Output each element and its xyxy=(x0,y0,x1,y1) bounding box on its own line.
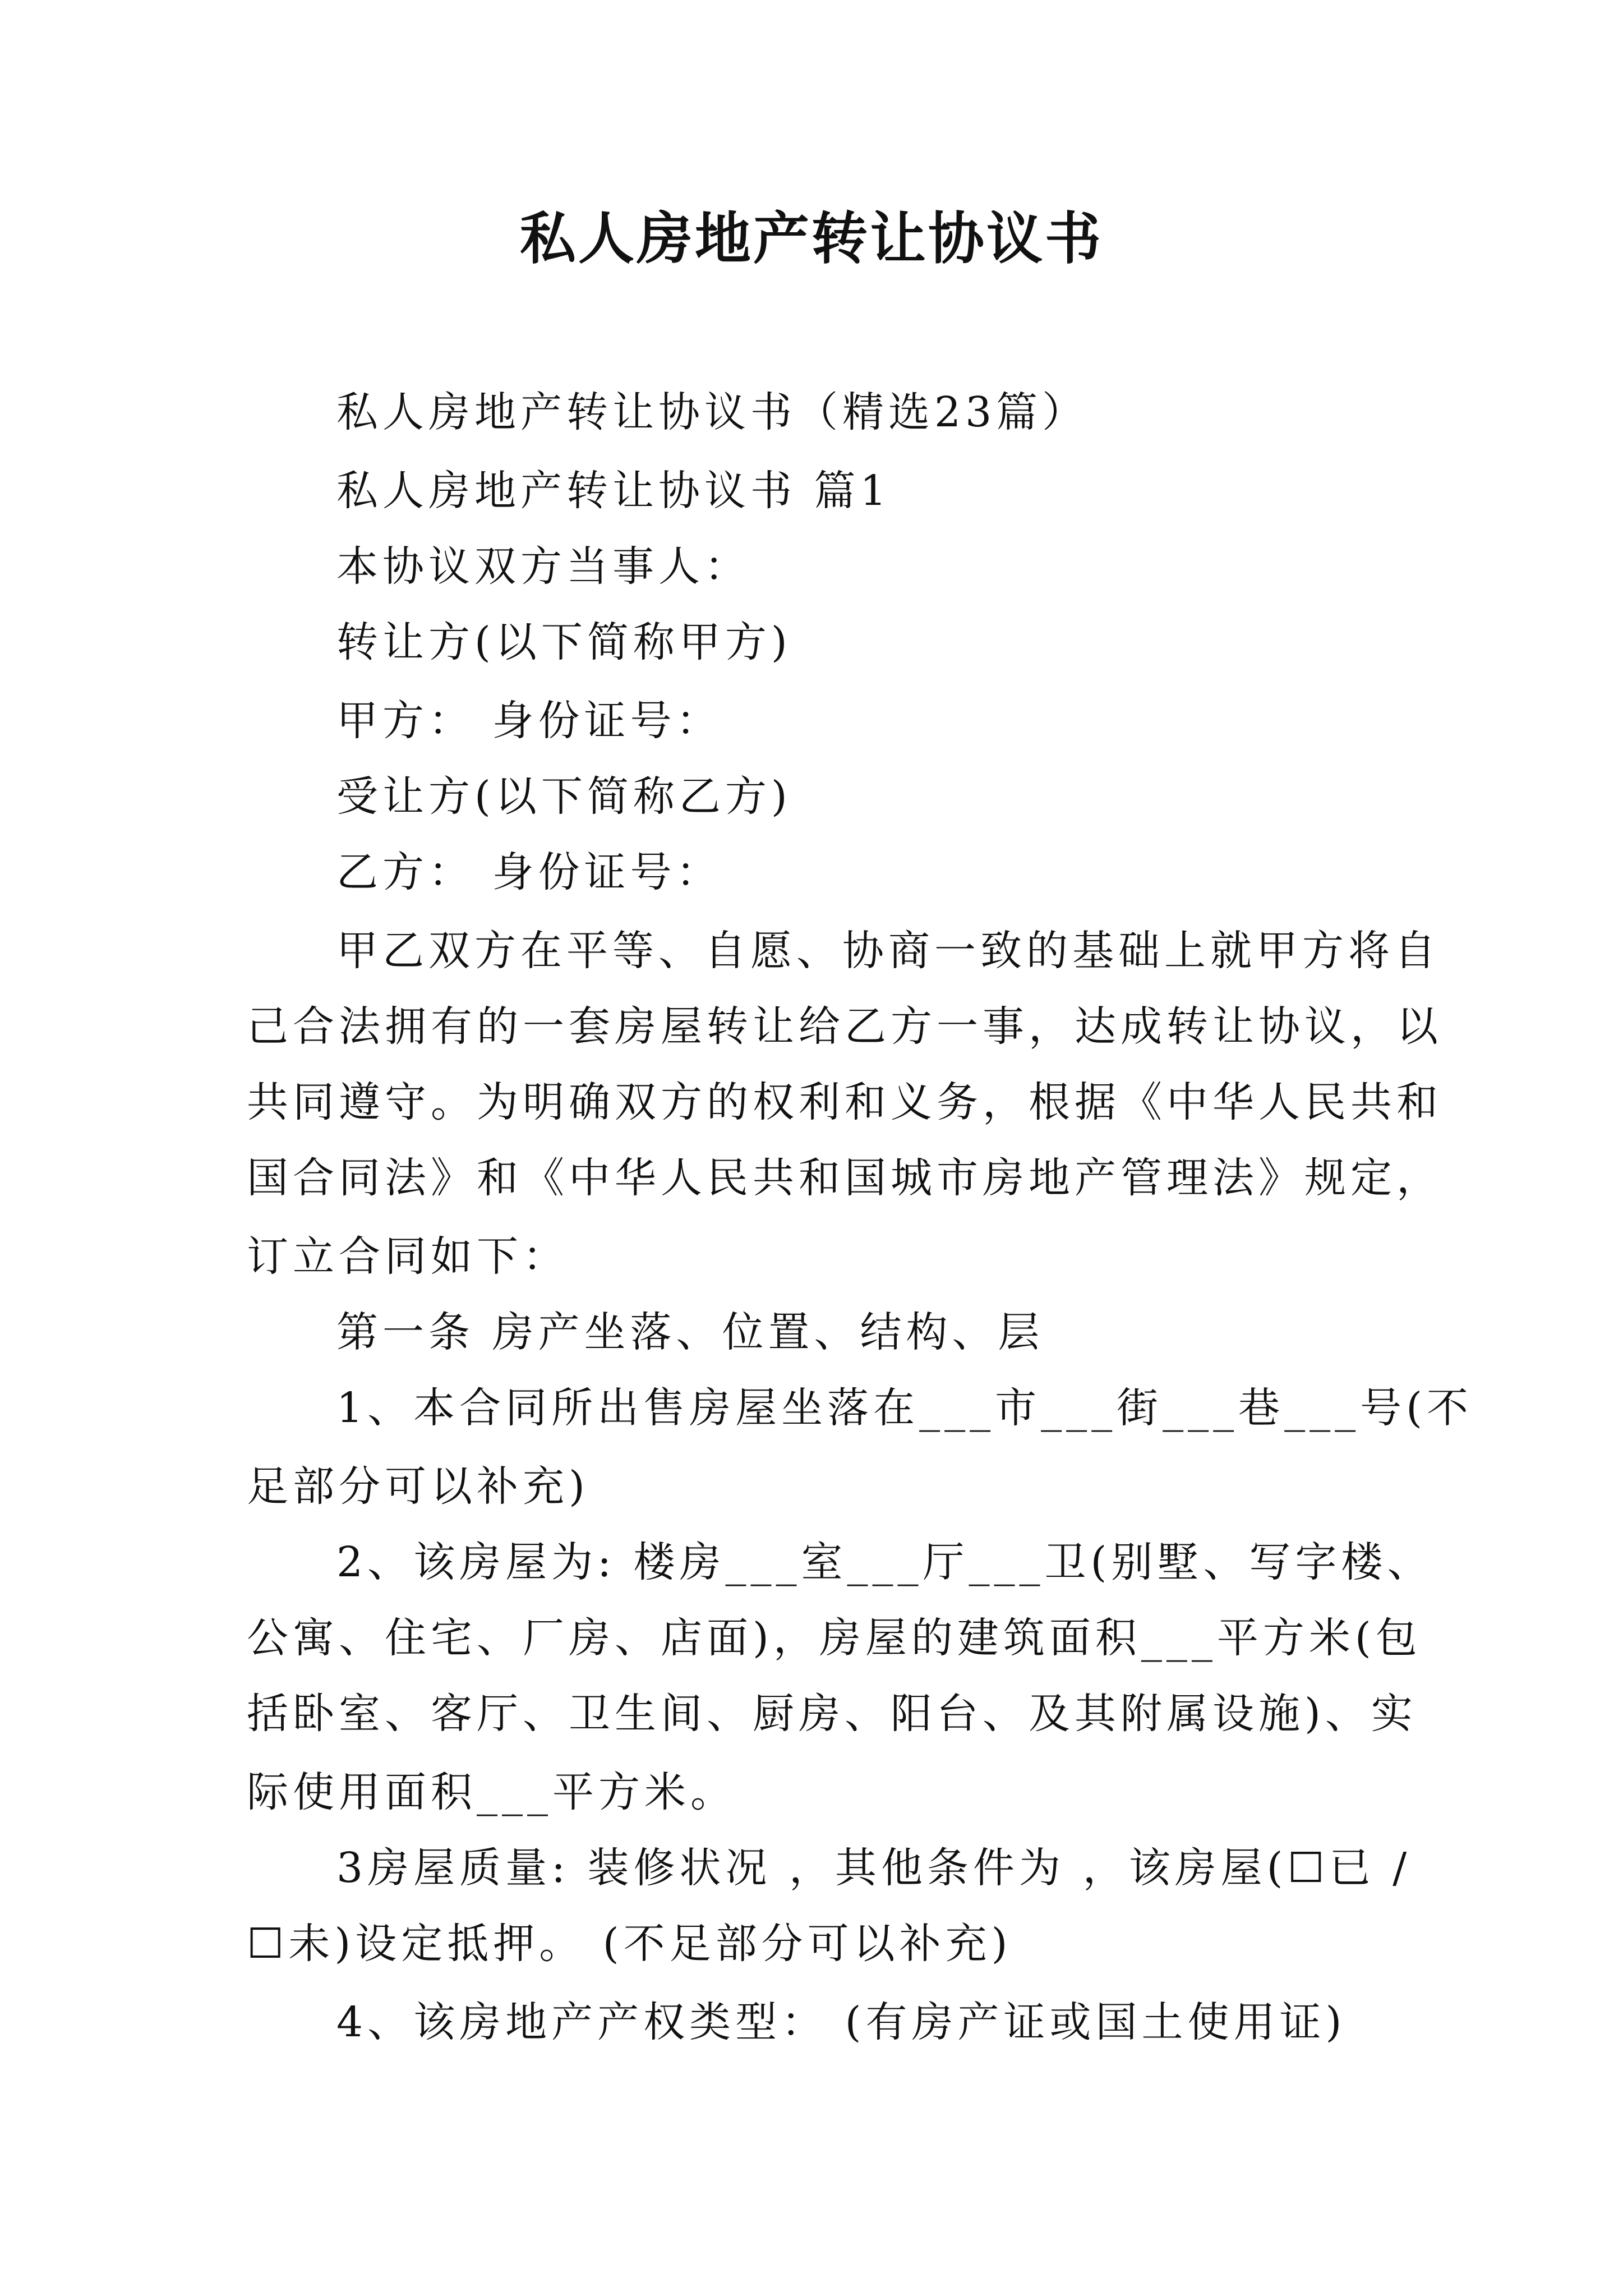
paragraph-line: 己合法拥有的一套房屋转让给乙方一事，达成转让协议，以 xyxy=(247,1002,1442,1051)
paragraph-line: 3房屋质量: 装修状况 ，其他条件为 ，该房屋(☐已 / xyxy=(336,1844,1412,1892)
paragraph-line: 甲方： 身份证号： xyxy=(336,697,722,745)
paragraph-line: 甲乙双方在平等、自愿、协商一致的基础上就甲方将自 xyxy=(336,927,1440,975)
paragraph-line: 括卧室、客厅、卫生间、厨房、阳台、及其附属设施)、实 xyxy=(247,1690,1417,1738)
clause-heading: 第一条 房产坐落、位置、结构、层 xyxy=(336,1308,1044,1356)
paragraph-line: 国合同法》和《中华人民共和国城市房地产管理法》规定， xyxy=(247,1154,1442,1202)
paragraph-line: 乙方： 身份证号： xyxy=(336,848,722,896)
section-heading: 私人房地产转让协议书 篇1 xyxy=(336,467,891,515)
paragraph-line: 本协议双方当事人： xyxy=(336,542,750,591)
paragraph-line: 公寓、住宅、厂房、店面)，房屋的建筑面积___平方米(包 xyxy=(247,1614,1422,1662)
paragraph-line: 1、本合同所出售房屋坐落在___市___街___巷___号(不 xyxy=(336,1384,1473,1432)
paragraph-line: 转让方(以下简称甲方) xyxy=(336,618,792,666)
paragraph-line: 足部分可以补充) xyxy=(247,1462,589,1511)
paragraph-line: 2、该房屋为: 楼房___室___厅___卫(别墅、写字楼、 xyxy=(336,1538,1433,1586)
paragraph-line: 共同遵守。为明确双方的权利和义务，根据《中华人民共和 xyxy=(247,1078,1442,1126)
paragraph-line: ☐未)设定抵押。 (不足部分可以补充) xyxy=(247,1920,1012,1968)
document-title: 私人房地产转让协议书 xyxy=(520,205,1103,272)
paragraph-line: 受让方(以下简称乙方) xyxy=(336,772,792,821)
paragraph-line: 4、该房地产产权类型： (有房产证或国土使用证) xyxy=(336,1998,1347,2046)
document-subtitle: 私人房地产转让协议书（精选23篇） xyxy=(336,388,1089,436)
paragraph-line: 订立合同如下： xyxy=(247,1232,569,1281)
paragraph-line: 际使用面积___平方米。 xyxy=(247,1768,736,1816)
